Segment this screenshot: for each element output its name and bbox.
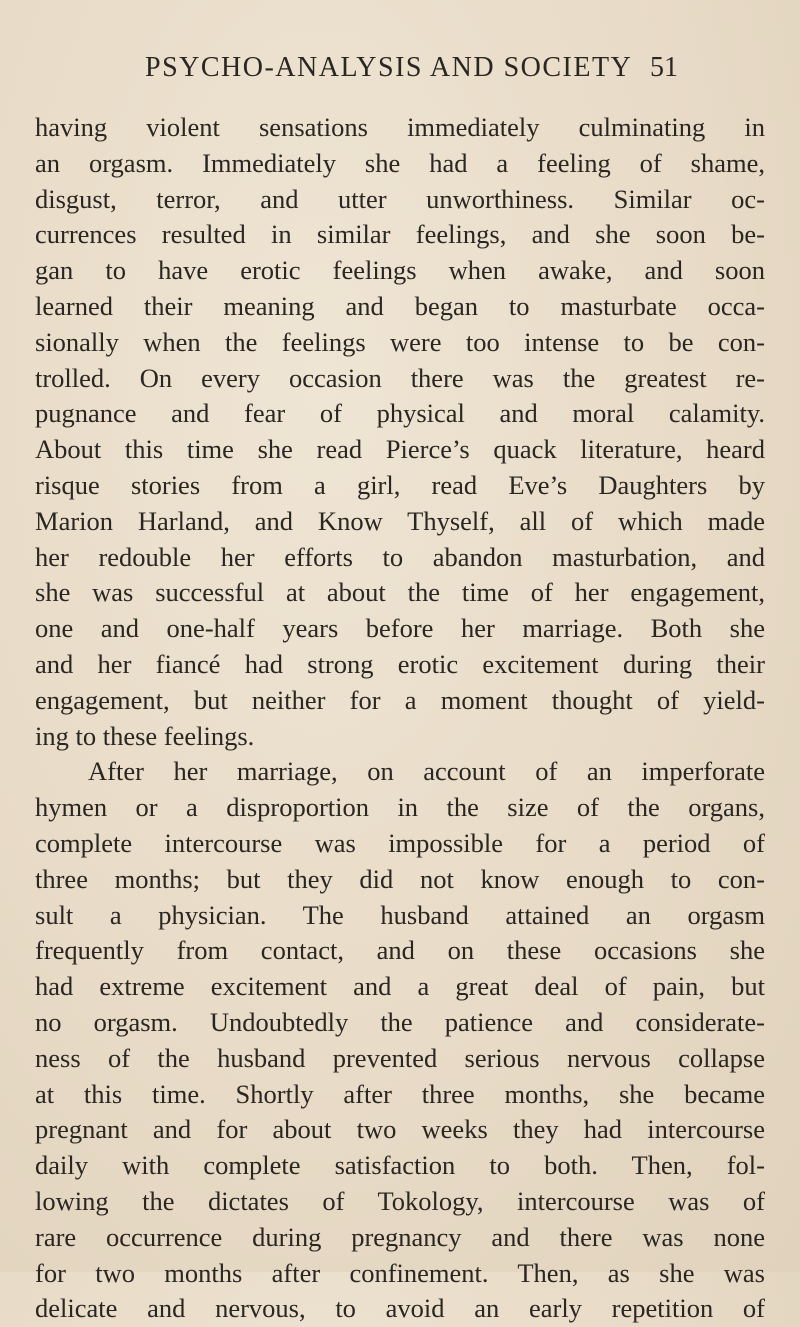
page-number: 51 <box>650 52 678 83</box>
text-line-23: sult a physician. The husband attained an orgasm <box>35 899 765 930</box>
text-line-32: rare occurrence during pregnancy and there was none <box>35 1221 765 1252</box>
text-line-12: Marion Harland, and Know Thyself, all of which made <box>35 505 765 536</box>
text-line-27: ness of the husband prevented serious nervous collapse <box>35 1042 765 1073</box>
text-line-7: sionally when the feelings were too intense to be con- <box>35 326 765 357</box>
text-line-8: trolled. On every occasion there was the greatest re- <box>35 362 765 393</box>
text-line-24: frequently from contact, and on these occasions she <box>35 935 765 966</box>
text-line-2: an orgasm. Immediately she had a feeling of shame, <box>35 147 765 178</box>
text-line-13: her redouble her efforts to abandon masturbation, and <box>35 541 765 572</box>
text-line-17: engagement, but neither for a moment thought of yield- <box>35 684 765 715</box>
text-line-30: daily with complete satisfaction to both. Then, fol- <box>35 1150 765 1181</box>
text-line-21: complete intercourse was impossible for a period of <box>35 828 765 858</box>
text-line-1: having violent sensations immediately culminating in <box>35 112 765 142</box>
text-line-9: pugnance and fear of physical and moral calamity. <box>35 398 765 429</box>
text-line-3: disgust, terror, and utter unworthiness. Similar oc- <box>35 183 765 214</box>
text-line-31: lowing the dictates of Tokology, intercourse was of <box>35 1186 765 1216</box>
text-line-14: she was successful at about the time of her engagement, <box>35 577 765 608</box>
text-line-11: risque stories from a girl, read Eve’s Daughters by <box>35 470 765 500</box>
running-head <box>0 52 800 92</box>
text-line-28: at this time. Shortly after three months, she became <box>35 1078 765 1109</box>
text-line-25: had extreme excitement and a great deal of pain, but <box>35 971 765 1002</box>
text-line-5: gan to have erotic feelings when awake, and soon <box>35 255 765 286</box>
text-line-4: currences resulted in similar feelings, and she soon be- <box>35 219 765 250</box>
text-line-15: one and one-half years before her marriage. Both she <box>35 613 765 644</box>
running-title: PSYCHO-ANALYSIS AND SOCIETY <box>145 52 633 83</box>
text-line-33: for two months after confinement. Then, as she was <box>35 1257 765 1288</box>
text-line-29: pregnant and for about two weeks they had intercourse <box>35 1114 765 1145</box>
text-line-22: three months; but they did not know enough to con- <box>35 863 765 894</box>
text-line-6: learned their meaning and began to masturbate occa- <box>35 291 765 321</box>
text-line-10: About this time she read Pierce’s quack literature, heard <box>35 434 765 465</box>
text-line-34: delicate and nervous, to avoid an early repetition of <box>35 1293 765 1324</box>
text-line-16: and her fiancé had strong erotic excitement during their <box>35 649 765 679</box>
text-line-26: no orgasm. Undoubtedly the patience and considerate- <box>35 1007 765 1037</box>
text-line-19: After her marriage, on account of an imperforate <box>88 756 765 787</box>
text-line-20: hymen or a disproportion in the size of the organs, <box>35 792 765 823</box>
text-line-18: ing to these feelings. <box>35 720 255 751</box>
